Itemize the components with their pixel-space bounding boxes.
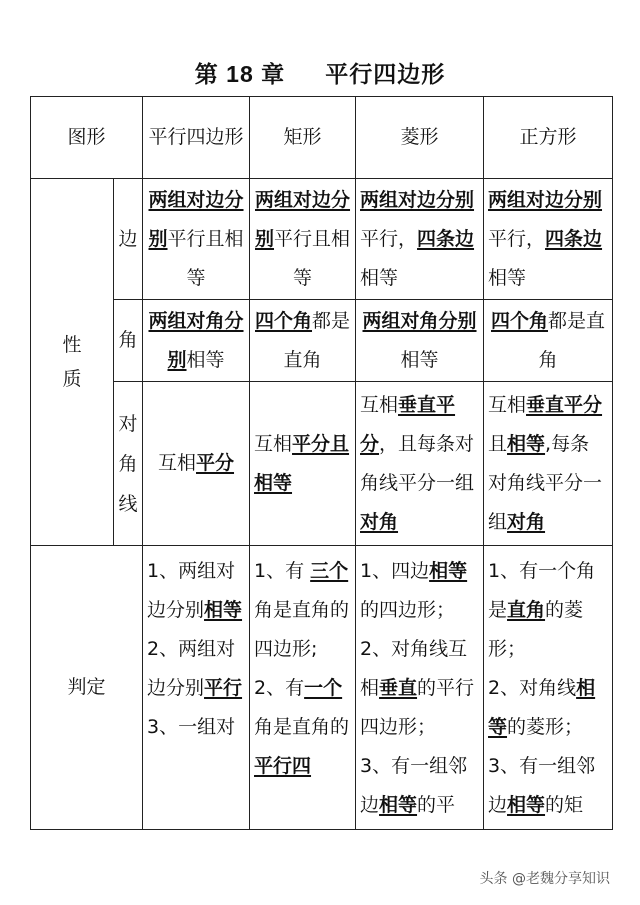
keyword-text: 相等 [204,599,243,621]
cell-text: 都是直角 [538,309,606,371]
keyword-text: 对角 [360,510,399,533]
diagonals-rectangle [250,382,356,546]
keyword-text: 垂直平分 [526,393,603,416]
angles-label: 角 [114,300,143,382]
keyword-text: 四条边 [417,227,475,250]
keyword-text: 平分 [196,452,235,474]
header-figure: 图形 [31,97,143,179]
cell-text: ，且每条对角线平分一组 [360,432,475,494]
cell-text: 的菱形； [507,716,584,738]
sides-label: 边 [114,179,143,300]
cell-text: 的平行四边形； [360,677,475,738]
chapter-name: 平行四边形 [325,62,446,88]
keyword-text: 直角 [507,599,546,621]
cell-text: 3、有一组邻边 [360,755,468,816]
header-row [31,97,613,179]
diagonals-rhombus [356,382,484,546]
chapter-number: 第 18 章 [194,61,286,87]
keyword-text: 两组对边分别 [488,188,603,211]
cell-text: 2、两组对边分别 [147,638,236,699]
keyword-text: 相等 [379,794,418,816]
keyword-text: 平行 [204,677,243,699]
cell-text: 互相 [488,393,527,416]
keyword-text: 两组对边分别 [148,188,244,250]
criteria-rhombus [356,546,484,830]
cell-text: 且 [488,432,508,455]
cell-text: 平行， [360,227,418,250]
keyword-text: 四个角 [491,309,549,332]
header-parallelogram: 平行四边形 [143,97,250,179]
header-rhombus: 菱形 [356,97,484,179]
row-diagonals [31,382,613,546]
cell-text: 1、两组对边分别 [147,560,236,621]
criteria-rectangle [250,546,356,830]
cell-text: 平行且相等 [274,227,351,289]
cell-text: 互相 [158,452,197,474]
criteria-label: 判定 [31,546,143,830]
header-rectangle: 矩形 [250,97,356,179]
properties-label: 性质 [31,179,114,546]
cell-text: 相等 [400,348,439,371]
cell-text: 平行， [488,227,546,250]
cell-text: 的四边形； [360,599,456,621]
cell-text: 1、有 [254,560,311,582]
cell-text: 1、有一个角是 [488,560,596,621]
keyword-text: 一个 [304,677,343,699]
keyword-text: 对角 [507,510,546,533]
diagonals-parallelogram [143,382,250,546]
keyword-text: 两组对角分别 [362,309,477,332]
keyword-text: 相等 [507,794,546,816]
row-angles [31,300,613,382]
sides-square [484,179,613,300]
header-square: 正方形 [484,97,613,179]
keyword-text: 相等 [507,432,546,455]
keyword-text: 四个角 [255,309,313,332]
cell-text: 的菱形； [488,599,584,660]
cell-text: 2、对角线 [488,677,577,699]
watermark: 头条 @老魏分享知识 [479,871,610,887]
keyword-text: 平分且相等 [254,432,350,494]
cell-text: 1、四边 [360,560,430,582]
cell-text: 互相 [254,432,293,455]
cell-text: 相等 [488,266,527,289]
angles-square [484,300,613,382]
diagonals-label: 对角线 [114,382,143,546]
cell-text: 相等 [360,266,399,289]
keyword-text: 相等 [488,677,596,738]
summary-table [30,96,613,830]
cell-text: 3、一组对 [147,716,236,738]
keyword-text: 垂直平分 [360,393,456,455]
cell-text: ,每条对角线平分一组 [488,432,603,533]
criteria-parallelogram [143,546,250,830]
keyword-text: 平行四 [254,755,312,777]
cell-text: 都是直角 [283,309,351,371]
cell-text: 平行且相等 [167,227,244,289]
keyword-text: 垂直 [379,677,418,699]
angles-parallelogram [143,300,250,382]
keyword-text: 四条边 [545,227,603,250]
sides-rectangle [250,179,356,300]
angles-rectangle [250,300,356,382]
angles-rhombus [356,300,484,382]
cell-text: 的平 [417,794,456,816]
cell-text: 互相 [360,393,399,416]
row-criteria [31,546,613,830]
keyword-text: 三个 [310,560,349,582]
sides-parallelogram [143,179,250,300]
page-title [0,56,640,89]
sides-rhombus [356,179,484,300]
row-sides [31,179,613,300]
keyword-text: 两组对边分别 [360,188,475,211]
keyword-text: 相等 [429,560,468,582]
cell-text: 相等 [186,348,225,371]
criteria-square [484,546,613,830]
keyword-text: 两组对边分别 [255,188,351,250]
cell-text: 角是直角的四边形; [254,599,350,660]
cell-text: 角是直角的 [254,716,350,738]
cell-text: 2、对角线互相 [360,638,468,699]
cell-text: 的矩 [545,794,584,816]
cell-text: 2、有 [254,677,305,699]
keyword-text: 两组对角分别 [148,309,244,371]
cell-text: 3、有一组邻边 [488,755,596,816]
diagonals-square [484,382,613,546]
